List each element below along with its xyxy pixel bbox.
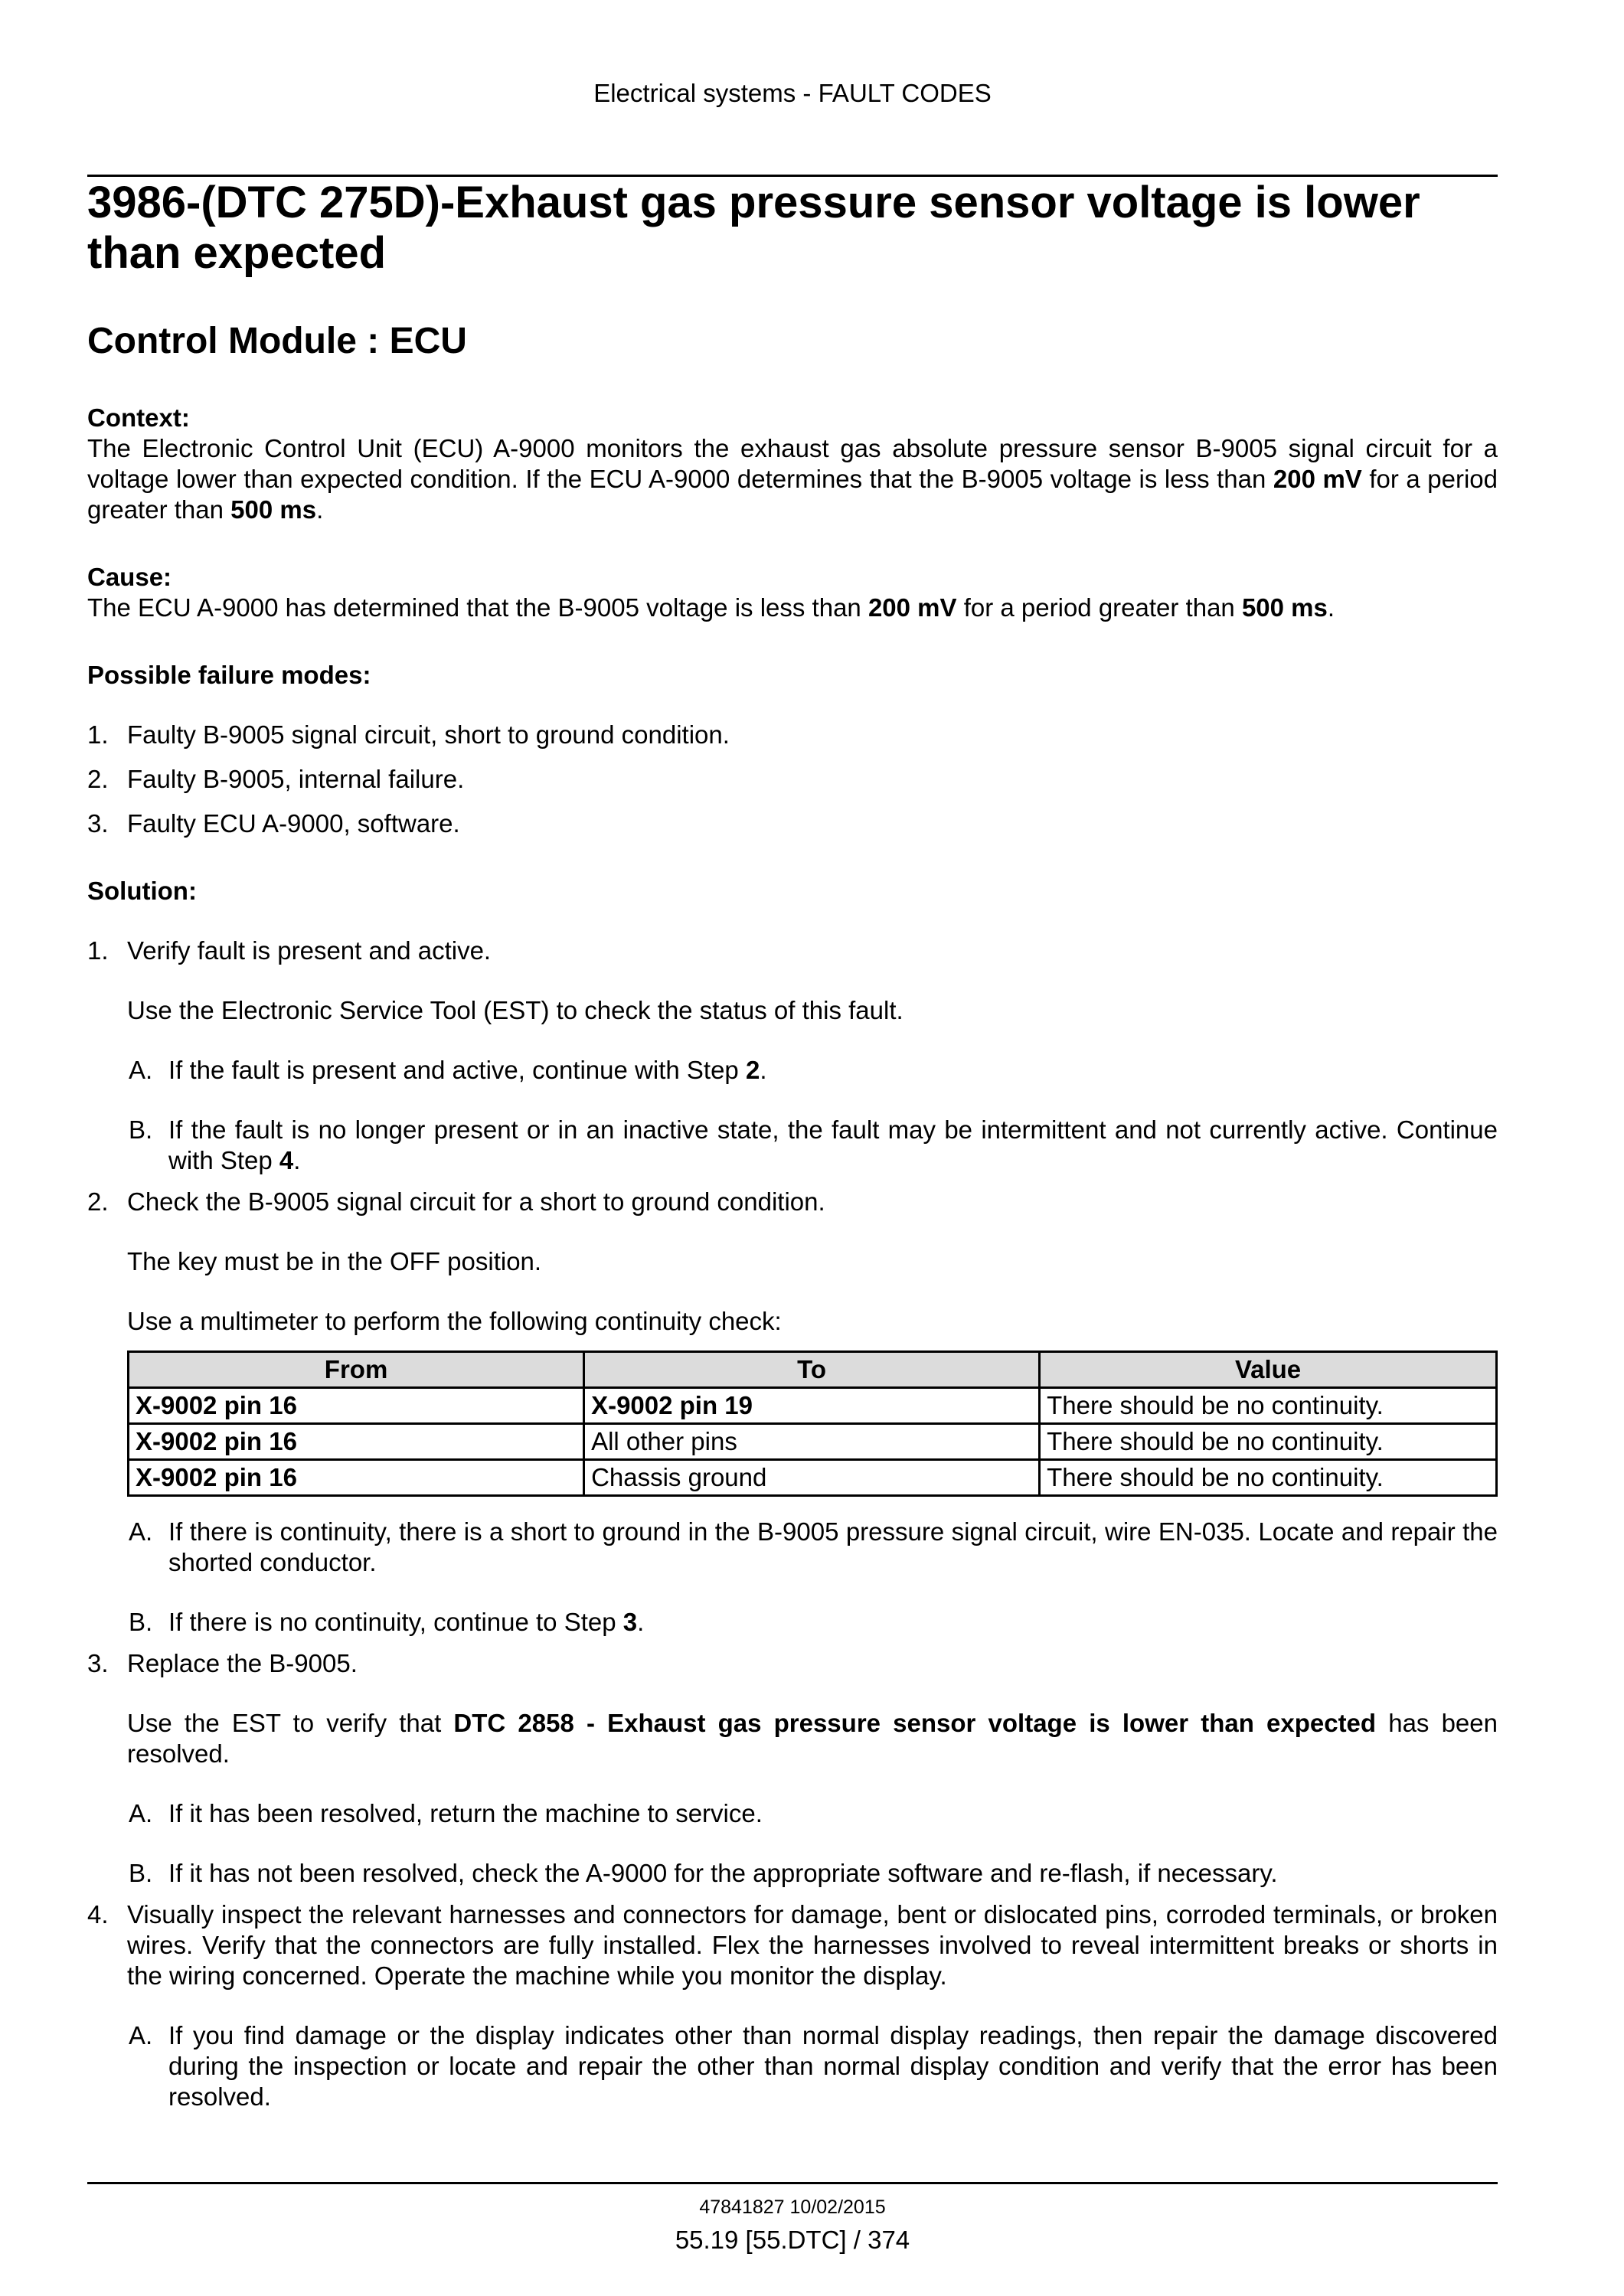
cell-to: Chassis ground [584, 1460, 1040, 1496]
solution-step-2: 2. Check the B-9005 signal circuit for a short to ground condition. [87, 1187, 825, 1216]
cell-from: X-9002 pin 16 [129, 1460, 584, 1496]
page-title: 3986-(DTC 275D)-Exhaust gas pressure sensor voltage is lower than expected [87, 178, 1420, 278]
step-1-option-a: A. If the fault is present and active, continue with Step 2. [129, 1056, 767, 1084]
cause-label: Cause: [87, 563, 172, 591]
failure-mode-item: 1. Faulty B-9005 signal circuit, short to ground condition. [87, 720, 730, 749]
failure-mode-item: 2. Faulty B-9005, internal failure. [87, 765, 465, 793]
step-3-option-a: A. If it has been resolved, return the machine to service. [129, 1799, 763, 1827]
cell-value: There should be no continuity. [1040, 1424, 1497, 1460]
failure-modes-label: Possible failure modes: [87, 661, 371, 689]
step-1-option-b: B. If the fault is no longer present or in an inactive state, the fault may be intermittent and not currently active. Continue with Step 4. [129, 1115, 1498, 1174]
table-row [129, 1424, 1497, 1460]
document-id: 47841827 10/02/2015 [699, 2196, 886, 2218]
step-3-option-b: B. If it has not been resolved, check the A-9000 for the appropriate software and re-flash, if necessary. [129, 1859, 1278, 1887]
step-2-option-a: A. If there is continuity, there is a short to ground in the B-9005 pressure signal circuit, wire EN-035. Locate and repair the shorted conductor. [129, 1517, 1498, 1576]
cell-from: X-9002 pin 16 [129, 1388, 584, 1424]
table-header-row [129, 1352, 1497, 1388]
solution-step-1: 1. Verify fault is present and active. [87, 936, 492, 965]
step-2-option-b: B. If there is no continuity, continue to Step 3. [129, 1608, 645, 1636]
column-header-value: Value [1040, 1352, 1497, 1388]
header-rule [87, 175, 1498, 177]
control-module-heading: Control Module : ECU [87, 321, 467, 361]
cause-text: The ECU A-9000 has determined that the B-9005 voltage is less than 200 mV for a period greater than 500 ms. [87, 593, 1335, 622]
step-1-note: Use the Electronic Service Tool (EST) to check the status of this fault. [127, 996, 903, 1024]
solution-step-3: 3. Replace the B-9005. [87, 1649, 358, 1677]
step-2-note-multimeter: Use a multimeter to perform the following continuity check: [127, 1307, 782, 1335]
cell-from: X-9002 pin 16 [129, 1424, 584, 1460]
cell-value: There should be no continuity. [1040, 1460, 1497, 1496]
solution-step-4: 4. Visually inspect the relevant harnesses and connectors for damage, bent or dislocated pins, corroded terminals, or broken wires. Verify that the connectors are fully installed. Flex the harnesses involved to reveal intermittent breaks or shorts in the wiring concerned. Operate the machine while you monitor the display. [87, 1900, 1498, 1990]
continuity-check-table [127, 1350, 1498, 1497]
cell-value: There should be no continuity. [1040, 1388, 1497, 1424]
column-header-from: From [129, 1352, 584, 1388]
context-text: The Electronic Control Unit (ECU) A-9000 monitors the exhaust gas absolute pressure sensor B-9005 signal circuit for a voltage lower than expected condition. If the ECU A-9000 determines that the B-9005 voltage is less than 200 mV for a period greater than 500 ms. [87, 434, 1498, 524]
content-body [87, 403, 1498, 2112]
solution-label: Solution: [87, 877, 197, 905]
step-4-option-a: A. If you find damage or the display indicates other than normal display readings, then repair the damage discovered during the inspection or locate and repair the other than normal display condition and verify that the error has been resolved. [129, 2021, 1498, 2111]
running-header: Electrical systems - FAULT CODES [593, 79, 992, 107]
table-row [129, 1388, 1497, 1424]
footer-rule [87, 2182, 1498, 2184]
cell-to: All other pins [584, 1424, 1040, 1460]
context-label: Context: [87, 403, 190, 432]
step-3-note: Use the EST to verify that DTC 2858 - Exhaust gas pressure sensor voltage is lower than expected has been resolved. [127, 1709, 1498, 1768]
page-number: 55.19 [55.DTC] / 374 [675, 2226, 910, 2254]
step-2-note-key: The key must be in the OFF position. [127, 1247, 542, 1275]
cell-to: X-9002 pin 19 [584, 1388, 1040, 1424]
failure-mode-item: 3. Faulty ECU A-9000, software. [87, 809, 460, 838]
column-header-to: To [584, 1352, 1040, 1388]
table-row [129, 1460, 1497, 1496]
